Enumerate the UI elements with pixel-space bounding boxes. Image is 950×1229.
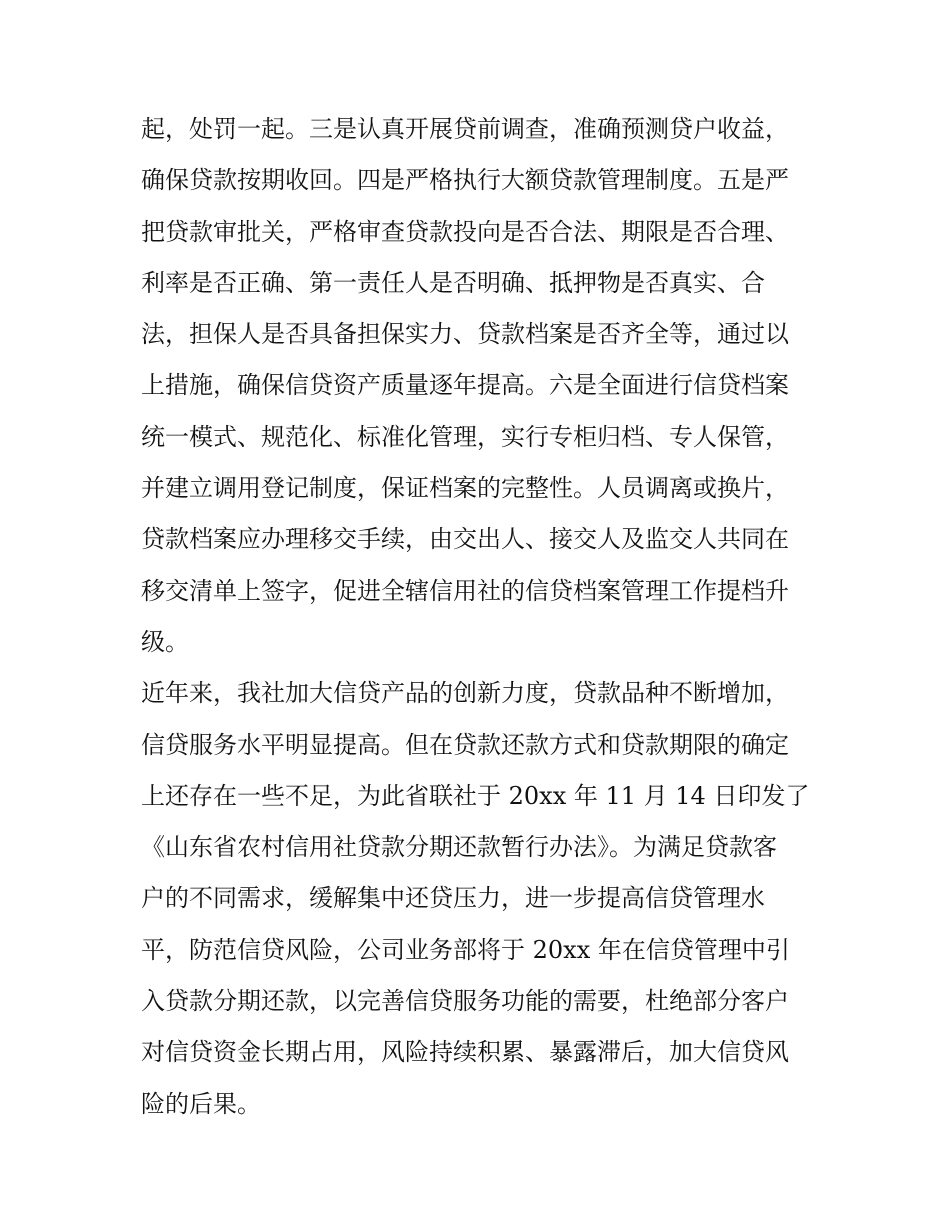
text-line: 上还存在一些不足，为此省联社于 20xx 年 11 月 14 日印发了 <box>141 781 810 810</box>
text-line: 级。 <box>141 627 189 656</box>
text-line: 信贷服务水平明显提高。但在贷款还款方式和贷款期限的确定 <box>141 730 789 759</box>
text-line: 近年来，我社加大信贷产品的创新力度，贷款品种不断增加， <box>141 679 789 708</box>
text-line: 把贷款审批关，严格审查贷款投向是否合法、期限是否合理、 <box>141 217 789 246</box>
text-line: 利率是否正确、第一责任人是否明确、抵押物是否真实、合 <box>141 268 765 297</box>
text-line: 起，处罚一起。三是认真开展贷前调查，准确预测贷户收益， <box>141 115 789 143</box>
text-line: 法，担保人是否具备担保实力、贷款档案是否齐全等，通过以 <box>141 320 789 349</box>
body-text <box>141 104 821 1130</box>
text-line: 并建立调用登记制度，保证档案的完整性。人员调离或换片， <box>141 474 789 503</box>
text-line: 贷款档案应办理移交手续，由交出人、接交人及监交人共同在 <box>141 525 789 554</box>
text-line: 险的后果。 <box>141 1089 261 1118</box>
text-line: 移交清单上签字，促进全辖信用社的信贷档案管理工作提档升 <box>141 576 789 605</box>
text-line: 上措施，确保信贷资产质量逐年提高。六是全面进行信贷档案 <box>141 371 789 400</box>
text-line: 确保贷款按期收回。四是严格执行大额贷款管理制度。五是严 <box>141 166 789 195</box>
text-line: 对信贷资金长期占用，风险持续积累、暴露滞后，加大信贷风 <box>141 1038 789 1067</box>
text-line: 《山东省农村信用社贷款分期还款暂行办法》。为满足贷款客 <box>141 833 777 862</box>
text-line: 入贷款分期还款，以完善信贷服务功能的需要，杜绝部分客户 <box>141 987 789 1016</box>
text-line: 平，防范信贷风险，公司业务部将于 20xx 年在信贷管理中引 <box>141 935 790 964</box>
text-line: 户的不同需求，缓解集中还贷压力，进一步提高信贷管理水 <box>141 884 765 913</box>
text-line: 统一模式、规范化、标准化管理，实行专柜归档、专人保管， <box>141 422 789 451</box>
